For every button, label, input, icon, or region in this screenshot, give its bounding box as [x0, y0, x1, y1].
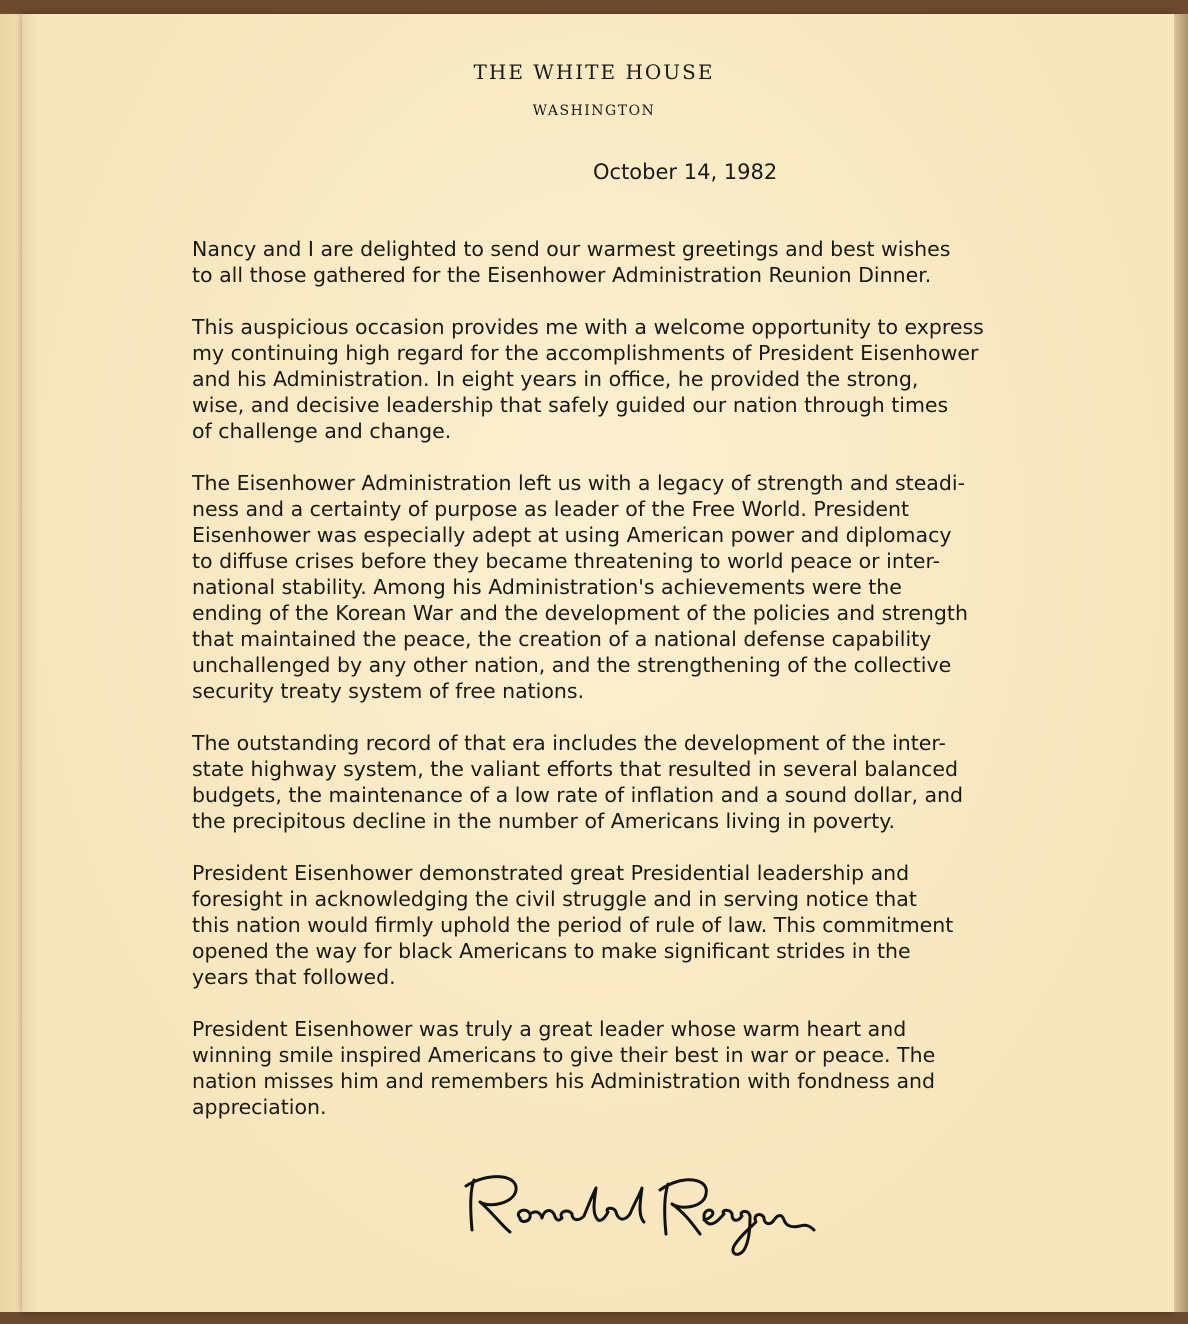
letter-date: October 14, 1982: [593, 160, 778, 184]
letter-paragraph: [192, 860, 1062, 990]
paragraph-line: appreciation.: [192, 1095, 327, 1119]
paragraph-line: and his Administration. In eight years in office, he provided the strong,: [192, 367, 919, 391]
paragraph-line: years that followed.: [192, 965, 396, 989]
letter-paragraph: [192, 730, 1062, 834]
paragraph-line: Eisenhower was especially adept at using American power and diplomacy: [192, 523, 952, 547]
signature-ronald-reagan: [458, 1168, 838, 1278]
paragraph-line: winning smile inspired Americans to give their best in war or peace. The: [192, 1043, 936, 1067]
paragraph-line: the precipitous decline in the number of Americans living in poverty.: [192, 809, 895, 833]
paragraph-line: opened the way for black Americans to make significant strides in the: [192, 939, 911, 963]
paragraph-line: to diffuse crises before they became threatening to world peace or inter-: [192, 549, 940, 573]
letter-paragraph: [192, 470, 1062, 704]
paragraph-line: President Eisenhower demonstrated great Presidential leadership and: [192, 861, 910, 885]
paragraph-line: ending of the Korean War and the development of the policies and strength: [192, 601, 968, 625]
paragraph-line: that maintained the peace, the creation of a national defense capability: [192, 627, 932, 651]
letterhead-title: THE WHITE HOUSE: [473, 60, 715, 84]
letter-paragraph: [192, 1016, 1062, 1120]
paragraph-line: Nancy and I are delighted to send our warmest greetings and best wishes: [192, 237, 951, 261]
letter-paragraph: [192, 314, 1062, 444]
paragraph-line: state highway system, the valiant efforts that resulted in several balanced: [192, 757, 959, 781]
paragraph-line: my continuing high regard for the accomplishments of President Eisenhower: [192, 341, 979, 365]
paragraph-line: President Eisenhower was truly a great leader whose warm heart and: [192, 1017, 907, 1041]
letter-body: [192, 236, 1062, 1146]
letterhead-location: WASHINGTON: [532, 103, 656, 119]
paragraph-line: This auspicious occasion provides me with a welcome opportunity to express: [192, 315, 984, 339]
paragraph-line: security treaty system of free nations.: [192, 679, 585, 703]
paragraph-line: ness and a certainty of purpose as leader of the Free World. President: [192, 497, 910, 521]
page-stack-edge: [1174, 14, 1188, 1312]
paragraph-line: of challenge and change.: [192, 419, 452, 443]
paragraph-line: to all those gathered for the Eisenhower Administration Reunion Dinner.: [192, 263, 932, 287]
paragraph-line: this nation would firmly uphold the period of rule of law. This commitment: [192, 913, 954, 937]
paragraph-line: wise, and decisive leadership that safely guided our nation through times: [192, 393, 949, 417]
page-binding-edge: [0, 14, 23, 1312]
paragraph-line: unchallenged by any other nation, and the strengthening of the collective: [192, 653, 952, 677]
paragraph-line: The outstanding record of that era includes the development of the inter-: [192, 731, 946, 755]
paragraph-line: nation misses him and remembers his Administration with fondness and: [192, 1069, 936, 1093]
paragraph-line: budgets, the maintenance of a low rate of inflation and a sound dollar, and: [192, 783, 964, 807]
paragraph-line: The Eisenhower Administration left us with a legacy of strength and steadi-: [192, 471, 965, 495]
letter-paragraph: [192, 236, 1062, 288]
paragraph-line: foresight in acknowledging the civil struggle and in serving notice that: [192, 887, 917, 911]
paragraph-line: national stability. Among his Administration's achievements were the: [192, 575, 902, 599]
